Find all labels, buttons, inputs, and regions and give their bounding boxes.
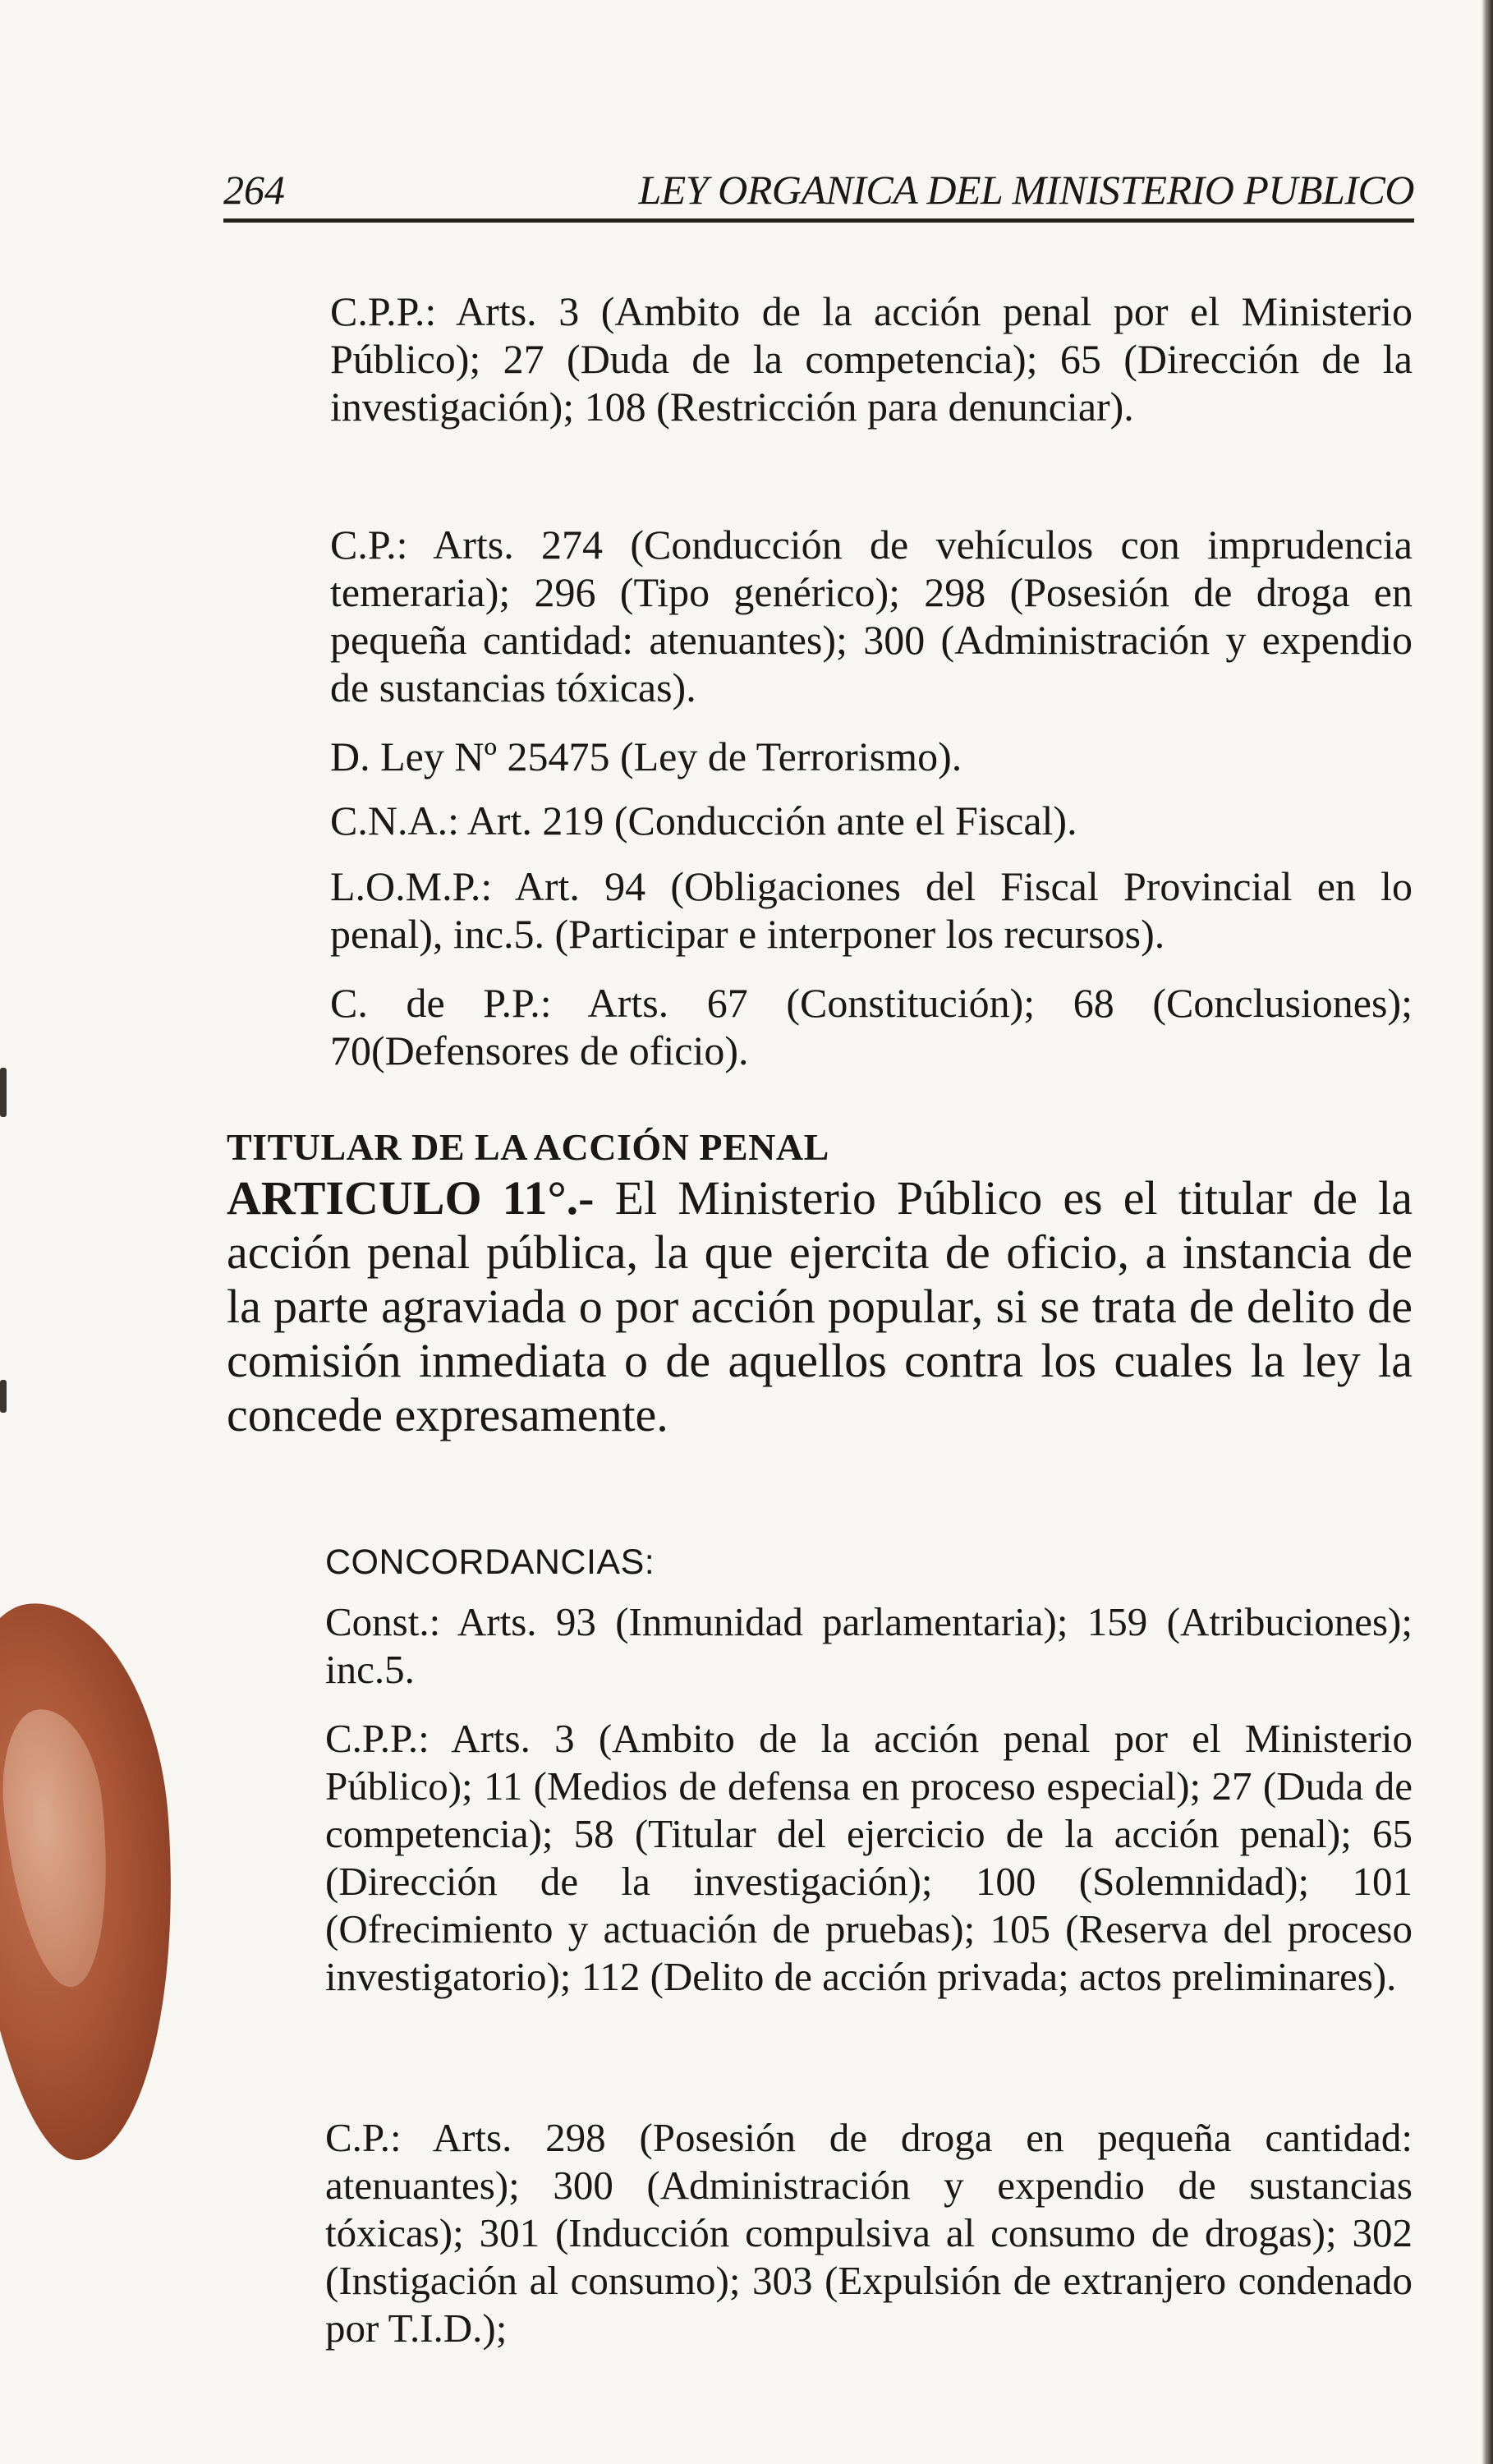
running-title: LEY ORGANICA DEL MINISTERIO PUBLICO (638, 167, 1414, 213)
reference-cp: C.P.: Arts. 274 (Conducción de vehículos con imprudencia temeraria); 296 (Tipo genérico); 298 (Posesión de droga en pequeña cantidad: atenuantes); 300 (Administración y expendio de sustancias tóxicas). (330, 522, 1413, 710)
article-text: El Ministerio Público es el titular de la acción penal pública, la que ejercita de oficio, a instancia de la parte agraviada o por acción popular, si se trata de delito de comisión inmediata o de aquellos contra los cuales la ley la concede expresamente. (227, 1171, 1413, 1441)
page-number: 264 (223, 167, 285, 213)
reference-cpp-2: C.P.P.: Arts. 3 (Ambito de la acción penal por el Ministerio Público); 11 (Medios de defensa en proceso especial); 27 (Duda de competencia); 58 (Titular del ejercicio de la acción penal); 65 (Dirección de la investigación); 100 (Solemnidad); 101 (Ofrecimiento y actuación de pruebas); 105 (Reserva del proceso investigatorio); 112 (Delito de acción privada; actos preliminares). (325, 1716, 1413, 1999)
reference-cna: C.N.A.: Art. 219 (Conducción ante el Fiscal). (330, 798, 1077, 844)
section-heading: TITULAR DE LA ACCIÓN PENAL (227, 1126, 829, 1168)
reference-cp-2: C.P.: Arts. 298 (Posesión de droga en pequeña cantidad: atenuantes); 300 (Administración y expendio de sustancias tóxicas); 301 (Inducción compulsiva al consumo de drogas); 302 (Instigación al consumo); 303 (Expulsión de extranjero condenado por T.I.D.); (325, 2115, 1413, 2351)
concordancias-label: CONCORDANCIAS: (325, 1542, 655, 1582)
reference-lomp: L.O.M.P.: Art. 94 (Obligaciones del Fiscal Provincial en lo penal), inc.5. (Participar e interponer los recursos). (330, 863, 1413, 957)
reference-cpp: C.P.P.: Arts. 3 (Ambito de la acción penal por el Ministerio Público); 27 (Duda de la competencia); 65 (Dirección de la investigación); 108 (Restricción para denunciar). (330, 288, 1413, 430)
page-edge-mark (0, 1068, 7, 1117)
reference-dley: D. Ley Nº 25475 (Ley de Terrorismo). (330, 733, 962, 779)
page-edge-mark (0, 1380, 7, 1413)
article-11 (227, 1171, 1413, 1442)
reference-const: Const.: Arts. 93 (Inmunidad parlamentaria); 159 (Atribuciones); inc.5. (325, 1599, 1413, 1692)
reference-cdepp: C. de P.P.: Arts. 67 (Constitución); 68 (Conclusiones); 70(Defensores de oficio). (330, 980, 1413, 1073)
article-label: ARTICULO 11°.- (227, 1171, 595, 1225)
page-header (223, 161, 1414, 223)
page-edge-shadow (1482, 0, 1493, 2464)
